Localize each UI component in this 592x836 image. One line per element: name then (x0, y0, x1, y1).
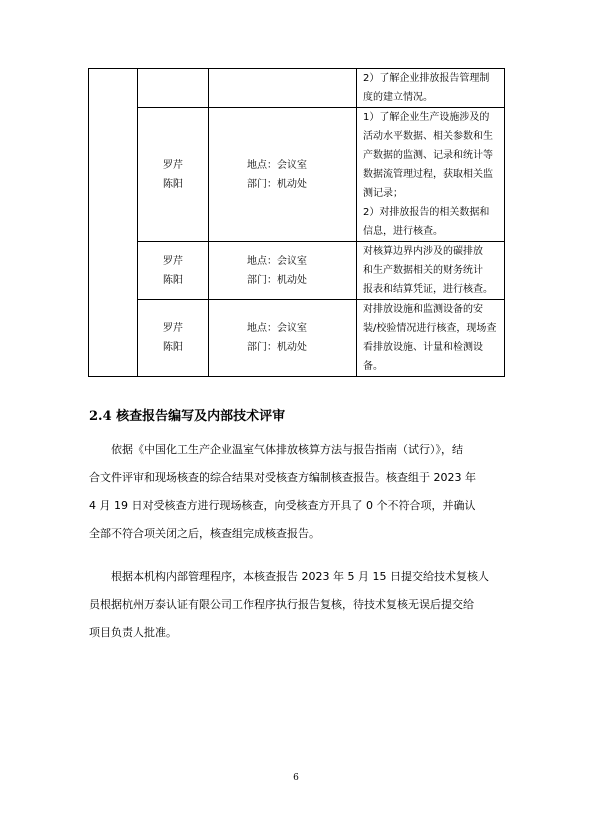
audit-schedule-table (88, 68, 505, 377)
desc-line: 1）了解企业生产设施涉及的 (363, 112, 490, 123)
desc-line: 对排放设施和监测设备的安 (363, 304, 483, 315)
desc-line: 报表和结算凭证，进行核查。 (363, 284, 493, 295)
desc-cell (357, 242, 505, 300)
desc-line: 数据流管理过程，获取相关监 (363, 169, 493, 180)
auditor-name: 罗芹 (163, 323, 183, 334)
desc-line: 看排放设施、计量和检测设 (363, 342, 483, 353)
table-row (89, 69, 505, 108)
place-cell (209, 300, 357, 377)
paragraph-line: 依据《中国化工生产企业温室气体排放核算方法与报告指南（试行）》，结 (111, 443, 463, 456)
auditor-name: 陈阳 (163, 178, 183, 190)
paragraph-line: 项目负责人批准。 (89, 626, 177, 639)
desc-cell (357, 108, 505, 242)
desc-line: 活动水平数据、相关参数和生 (363, 131, 493, 142)
department-text: 部门：机动处 (247, 274, 307, 286)
desc-line: 和生产数据相关的财务统计 (363, 265, 483, 276)
merged-blank-cell (89, 69, 138, 377)
place-cell (209, 242, 357, 300)
desc-cell (357, 69, 505, 108)
location-text: 地点：会议室 (247, 323, 307, 334)
paragraph-line: 合文件评审和现场核查的综合结果对受核查方编制核查报告。核查组于 2023 年 (89, 471, 476, 484)
table-row (89, 300, 505, 377)
place-cell (209, 69, 357, 108)
auditor-name: 罗芹 (163, 159, 183, 171)
paragraph-basis (89, 436, 503, 548)
desc-line: 2）对排放报告的相关数据和 (363, 207, 490, 218)
page-number: 6 (293, 773, 299, 783)
desc-line: 度的建立情况。 (363, 92, 433, 103)
paragraph-line: 全部不符合项关闭之后，核查组完成核查报告。 (89, 527, 320, 540)
names-cell (138, 69, 209, 108)
auditor-name: 陈阳 (163, 342, 183, 353)
auditor-name: 罗芹 (163, 255, 183, 267)
names-cell (138, 242, 209, 300)
table-row (89, 242, 505, 300)
desc-line: 对核算边界内涉及的碳排放 (363, 246, 483, 257)
paragraph-line: 根据本机构内部管理程序，本核查报告 2023 年 5 月 15 日提交给技术复核人 (111, 570, 489, 583)
paragraph-line: 4 月 19 日对受核查方进行现场核查，向受核查方开具了 0 个不符合项，并确认 (89, 499, 476, 512)
location-text: 地点：会议室 (247, 255, 307, 267)
department-text: 部门：机动处 (247, 178, 307, 190)
paragraph-line: 员根据杭州万泰认证有限公司工作程序执行报告复核，待技术复核无误后提交给 (89, 598, 474, 611)
location-text: 地点：会议室 (247, 159, 307, 171)
names-cell (138, 300, 209, 377)
desc-line: 测记录； (363, 188, 403, 199)
desc-line: 备。 (363, 361, 383, 372)
names-cell (138, 108, 209, 242)
desc-line: 信息，进行核查。 (363, 226, 443, 237)
desc-cell (357, 300, 505, 377)
paragraph-review (89, 563, 503, 647)
desc-line: 装/校验情况进行核查，现场查 (363, 323, 497, 334)
table-row (89, 108, 505, 242)
desc-line: 产数据的监测、记录和统计等 (363, 150, 493, 161)
auditor-name: 陈阳 (163, 274, 183, 286)
section-heading: 2.4 核查报告编写及内部技术评审 (89, 409, 286, 424)
place-cell (209, 108, 357, 242)
desc-line: 2）了解企业排放报告管理制 (363, 73, 490, 84)
department-text: 部门：机动处 (247, 342, 307, 353)
